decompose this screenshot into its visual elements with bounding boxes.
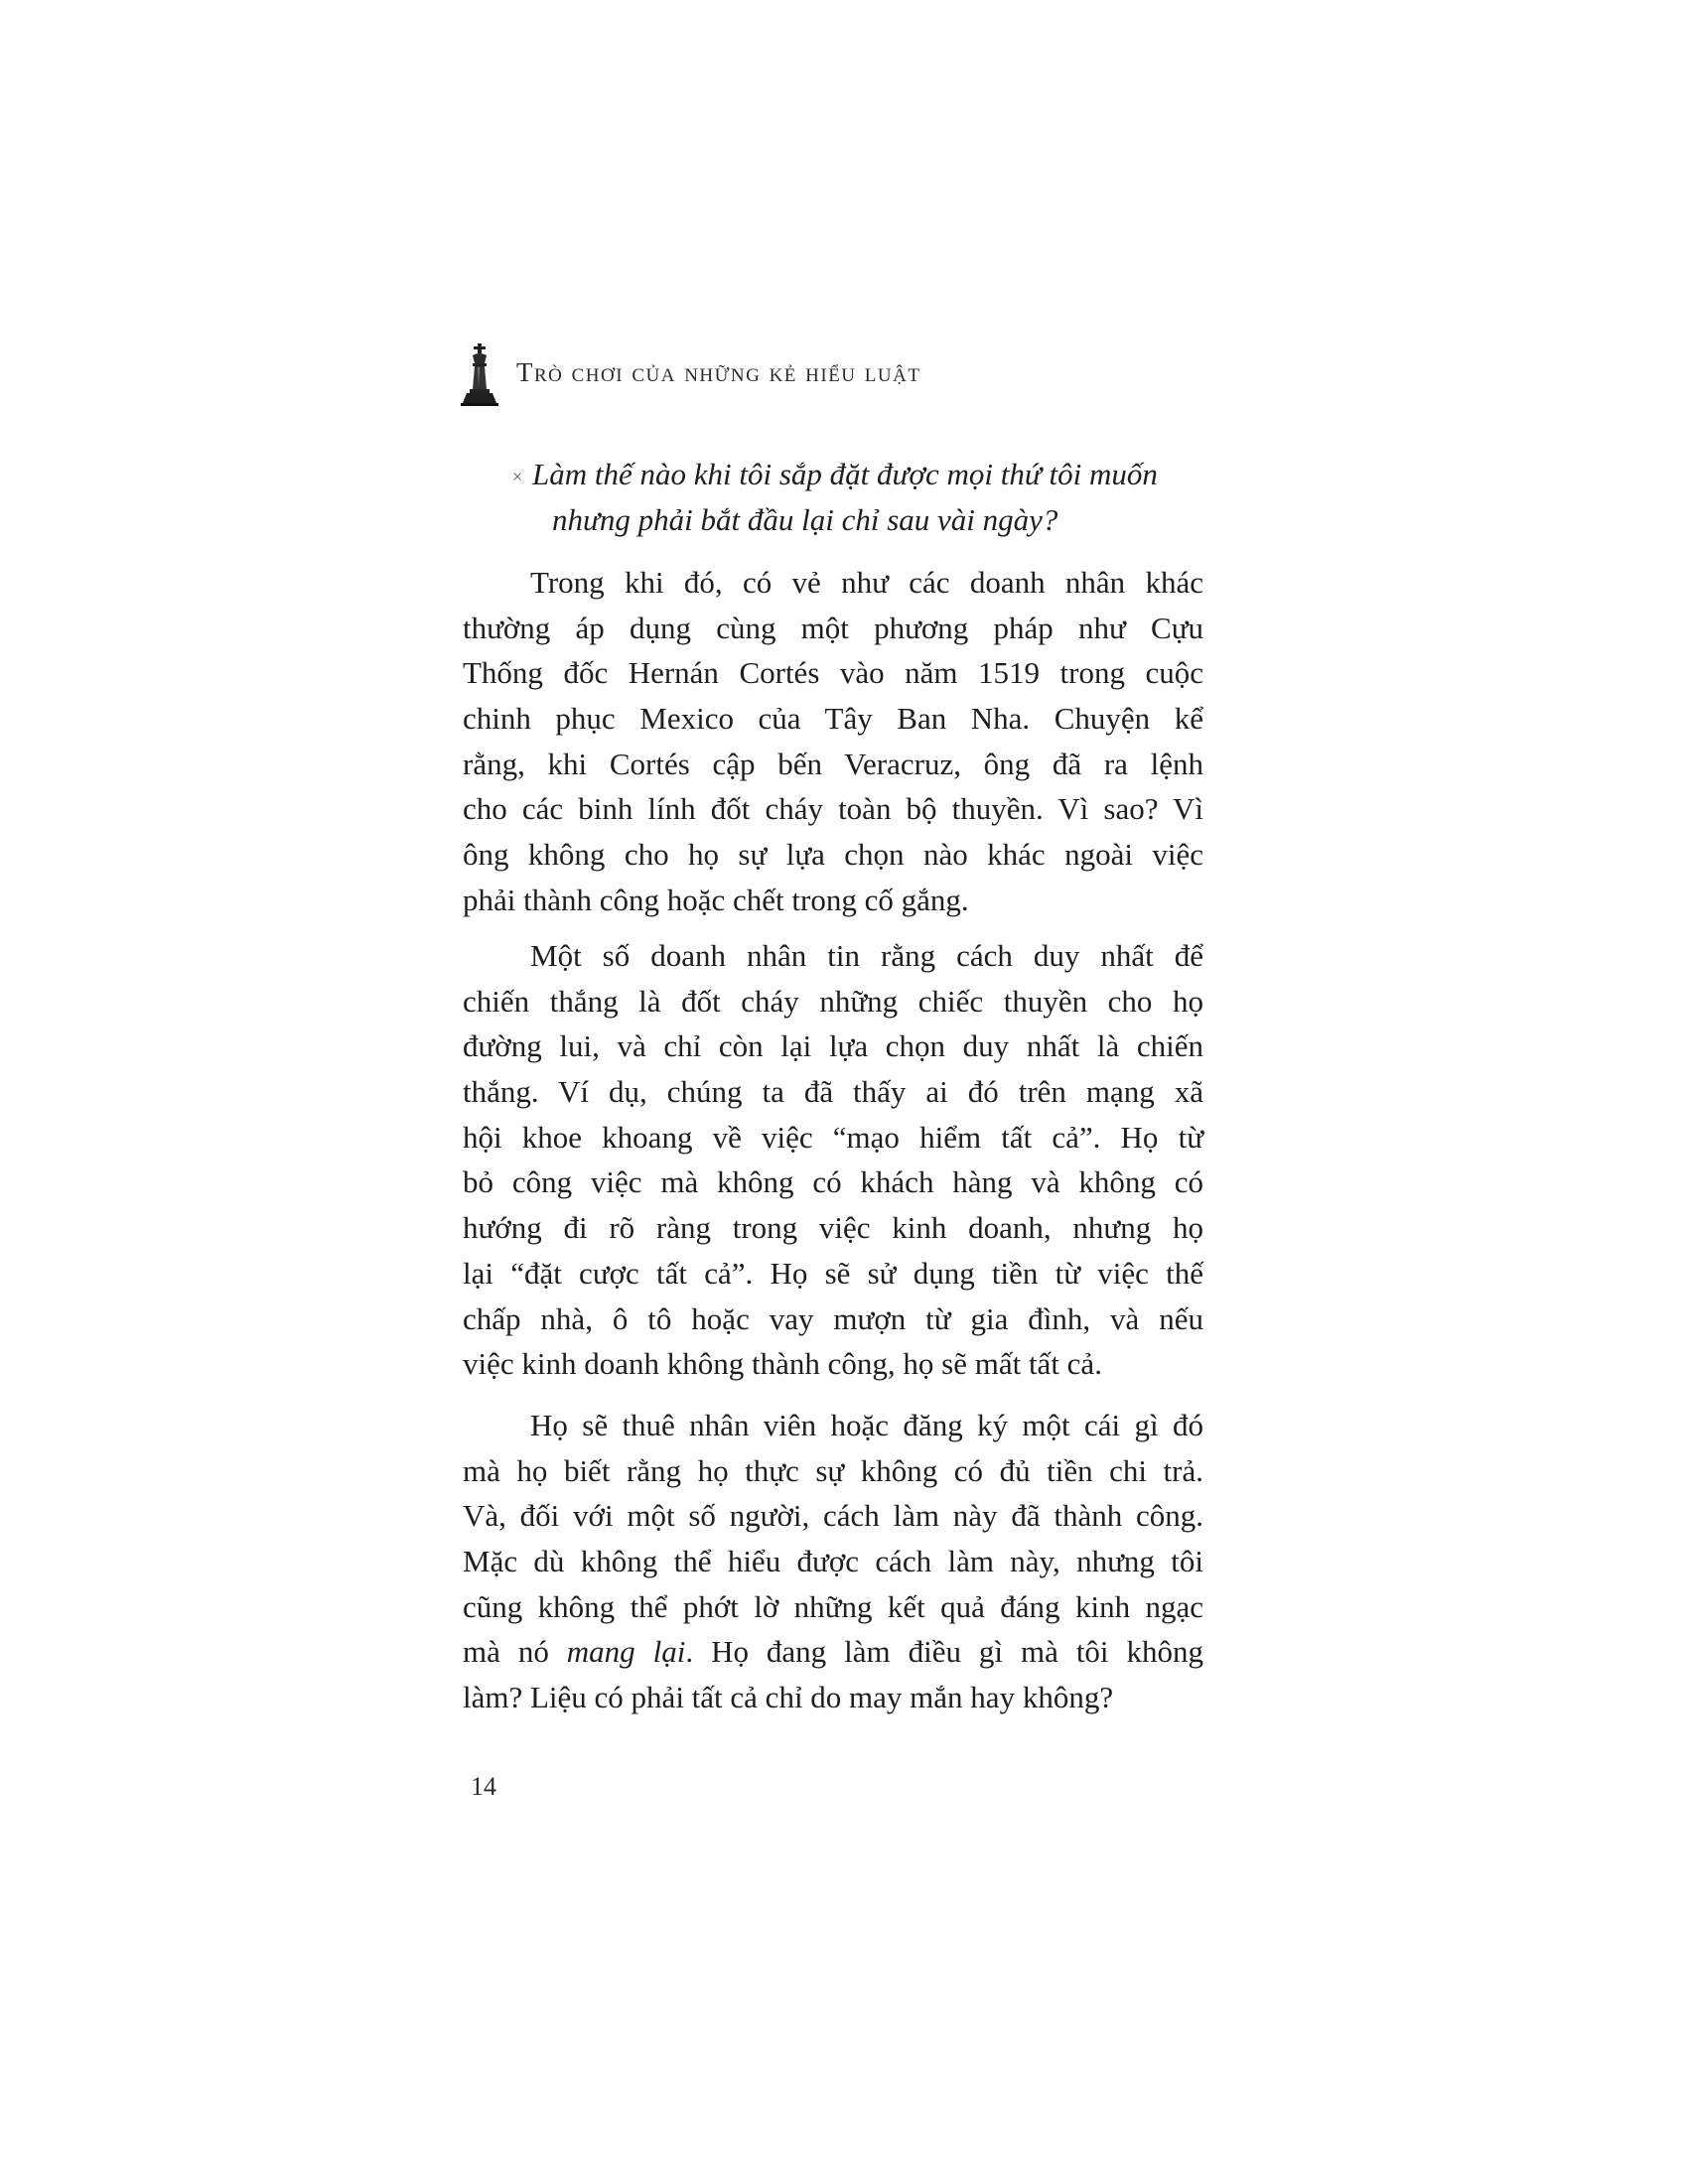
text-line: thường áp dụng cùng một phương pháp như Cựu [463, 610, 1203, 645]
text-line: đường lui, và chỉ còn lại lựa chọn duy nhất là chiến [463, 1028, 1203, 1064]
text-line: ông không cho họ sự lựa chọn nào khác ngoài việc [463, 837, 1203, 873]
bullet-line: Làm thế nào khi tôi sắp đặt được mọi thứ tôi muốn [532, 457, 1158, 491]
page-number: 14 [471, 1772, 496, 1801]
text-line: làm? Liệu có phải tất cả chỉ do may mắn hay không? [463, 1680, 1114, 1715]
text-line: Một số doanh nhân tin rằng cách duy nhất để [530, 938, 1203, 973]
text-line: hội khoe khoang về việc “mạo hiểm tất cả”. Họ từ [463, 1119, 1203, 1155]
text-line: chiến thắng là đốt cháy những chiếc thuyền cho họ [463, 983, 1203, 1019]
running-header-title: Trò chơi của những kẻ hiểu luật [516, 357, 921, 387]
text-line: Và, đối với một số người, cách làm này đã thành công. [463, 1498, 1203, 1534]
emphasis-text: mang lại [566, 1634, 686, 1670]
text-line: thắng. Ví dụ, chúng ta đã thấy ai đó trên mạng xã [463, 1074, 1203, 1110]
text-line: mà nó mang lại. Họ đang làm điều gì mà tôi không [463, 1634, 1203, 1670]
text-line: lại “đặt cược tất cả”. Họ sẽ sử dụng tiền từ việc thế [463, 1255, 1203, 1291]
paragraph-2 [463, 933, 1203, 1387]
text-line: rằng, khi Cortés cập bến Veracruz, ông đã ra lệnh [463, 746, 1203, 781]
text-line: cũng không thể phớt lờ những kết quả đáng kinh ngạc [463, 1588, 1203, 1624]
text-line: Mặc dù không thể hiểu được cách làm này, nhưng tôi [463, 1544, 1203, 1579]
text-line: Thống đốc Hernán Cortés vào năm 1519 trong cuộc [463, 655, 1203, 691]
paragraph-1 [463, 560, 1203, 923]
chess-king-icon [459, 343, 500, 407]
running-header [459, 343, 1352, 413]
bullet-line: nhưng phải bắt đầu lại chỉ sau vài ngày? [552, 502, 1058, 537]
text-line: chinh phục Mexico của Tây Ban Nha. Chuyện kể [463, 701, 1203, 737]
text-line: Họ sẽ thuê nhân viên hoặc đăng ký một cái gì đó [530, 1408, 1203, 1442]
text-line: việc kinh doanh không thành công, họ sẽ mất tất cả. [463, 1346, 1102, 1382]
text-line: hướng đi rõ ràng trong việc kinh doanh, nhưng họ [463, 1210, 1203, 1246]
text-line: mà họ biết rằng họ thực sự không có đủ tiền chi trả. [463, 1452, 1203, 1488]
text-line: cho các binh lính đốt cháy toàn bộ thuyền. Vì sao? Vì [463, 791, 1203, 827]
text-line: phải thành công hoặc chết trong cố gắng. [463, 882, 969, 917]
text-line: Trong khi đó, có vẻ như các doanh nhân khác [530, 565, 1203, 600]
text-line: bỏ công việc mà không có khách hàng và không có [463, 1164, 1203, 1200]
text-line: chấp nhà, ô tô hoặc vay mượn từ gia đình, và nếu [463, 1300, 1203, 1336]
paragraph-3 [463, 1403, 1203, 1720]
bullet-marker-icon: × [512, 467, 523, 486]
bullet-question [512, 452, 1217, 543]
